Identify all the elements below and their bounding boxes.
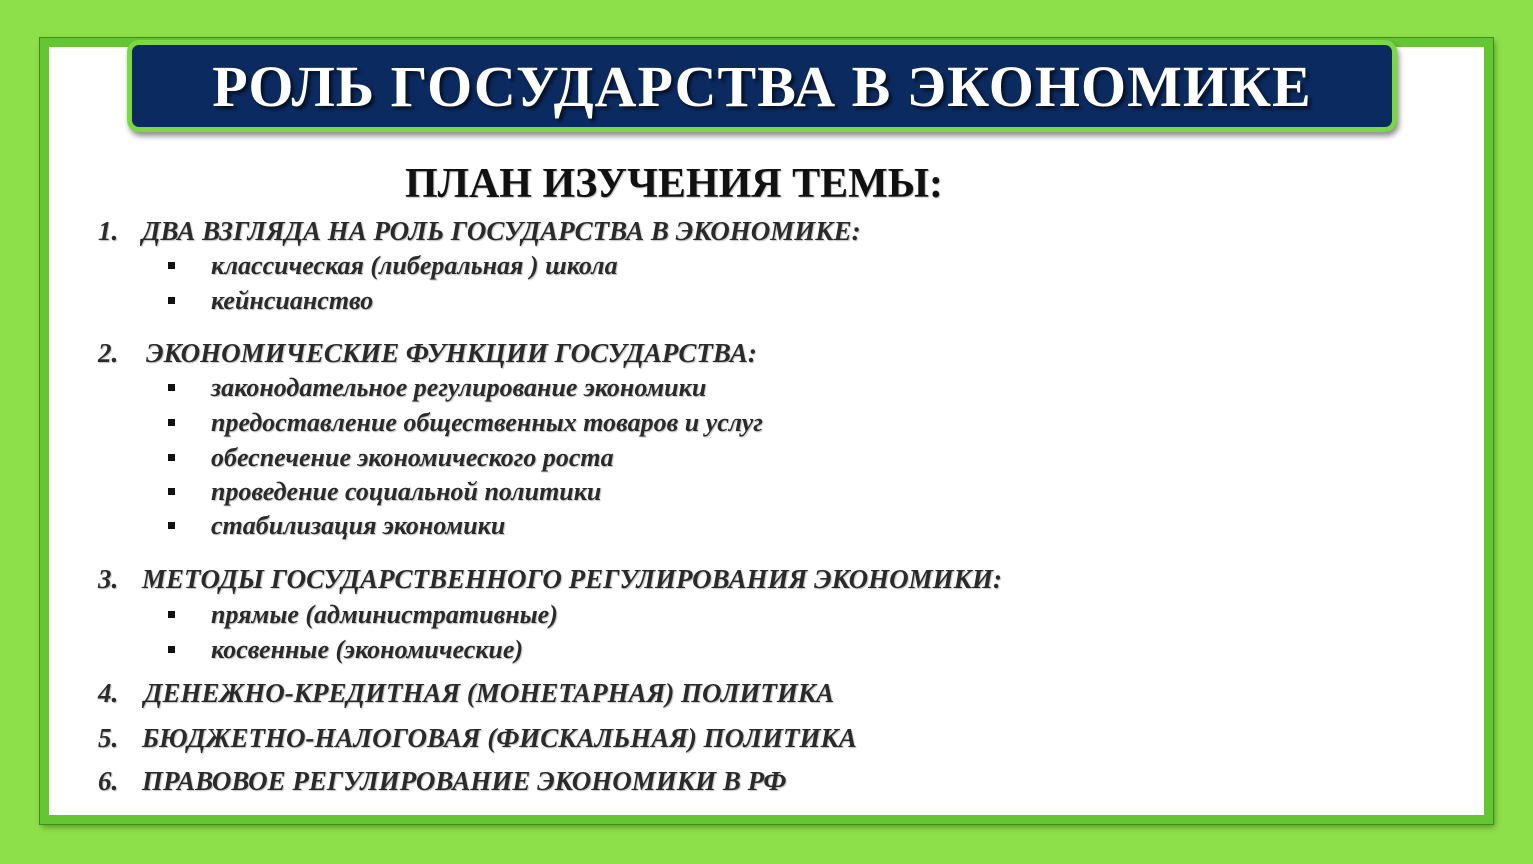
list-item-label: косвенные (экономические): [211, 635, 524, 664]
section-label: ЭКОНОМИЧЕСКИЕ ФУНКЦИИ ГОСУДАРСТВА:: [146, 338, 757, 368]
bullet-square-icon: [168, 522, 175, 529]
bullet-square-icon: [168, 646, 175, 653]
list-item-label: предоставление общественных товаров и услуг: [211, 408, 763, 437]
list-item-label: прямые (административные): [211, 600, 558, 629]
section-label: ДВА ВЗГЛЯДА НА РОЛЬ ГОСУДАРСТВА В ЭКОНОМИКЕ:: [142, 216, 861, 246]
bullet-square-icon: [168, 488, 175, 495]
list-item-label: стабилизация экономики: [211, 511, 506, 540]
section-number: 3.: [98, 564, 119, 594]
list-item-label: законодательное регулирование экономики: [211, 373, 707, 402]
list-item-label: проведение социальной политики: [211, 477, 602, 506]
bullet-square-icon: [168, 419, 175, 426]
section-label: ДЕНЕЖНО-КРЕДИТНАЯ (МОНЕТАРНАЯ) ПОЛИТИКА: [144, 678, 835, 708]
bullet-square-icon: [168, 454, 175, 461]
section-label: БЮДЖЕТНО-НАЛОГОВАЯ (ФИСКАЛЬНАЯ) ПОЛИТИКА: [142, 723, 857, 753]
plan-heading: ПЛАН ИЗУЧЕНИЯ ТЕМЫ:: [405, 161, 943, 207]
list-item-label: классическая (либеральная ) школа: [211, 251, 618, 280]
section-number: 4.: [98, 678, 119, 708]
section-number: 5.: [98, 723, 119, 753]
bullet-square-icon: [168, 611, 175, 618]
bullet-square-icon: [168, 384, 175, 391]
section-number: 1.: [98, 216, 119, 246]
title-banner: [127, 40, 1397, 132]
section-label: МЕТОДЫ ГОСУДАРСТВЕННОГО РЕГУЛИРОВАНИЯ ЭКОНОМИКИ:: [142, 564, 1002, 594]
section-number: 6.: [98, 766, 119, 796]
list-item-label: обеспечение экономического роста: [211, 443, 614, 472]
section-label: ПРАВОВОЕ РЕГУЛИРОВАНИЕ ЭКОНОМИКИ В РФ: [142, 766, 787, 796]
list-item-label: кейнсианство: [211, 286, 374, 315]
bullet-square-icon: [168, 297, 175, 304]
slide-title: РОЛЬ ГОСУДАРСТВА В ЭКОНОМИКЕ: [212, 53, 1312, 119]
section-number: 2.: [98, 338, 119, 368]
bullet-square-icon: [168, 262, 175, 269]
